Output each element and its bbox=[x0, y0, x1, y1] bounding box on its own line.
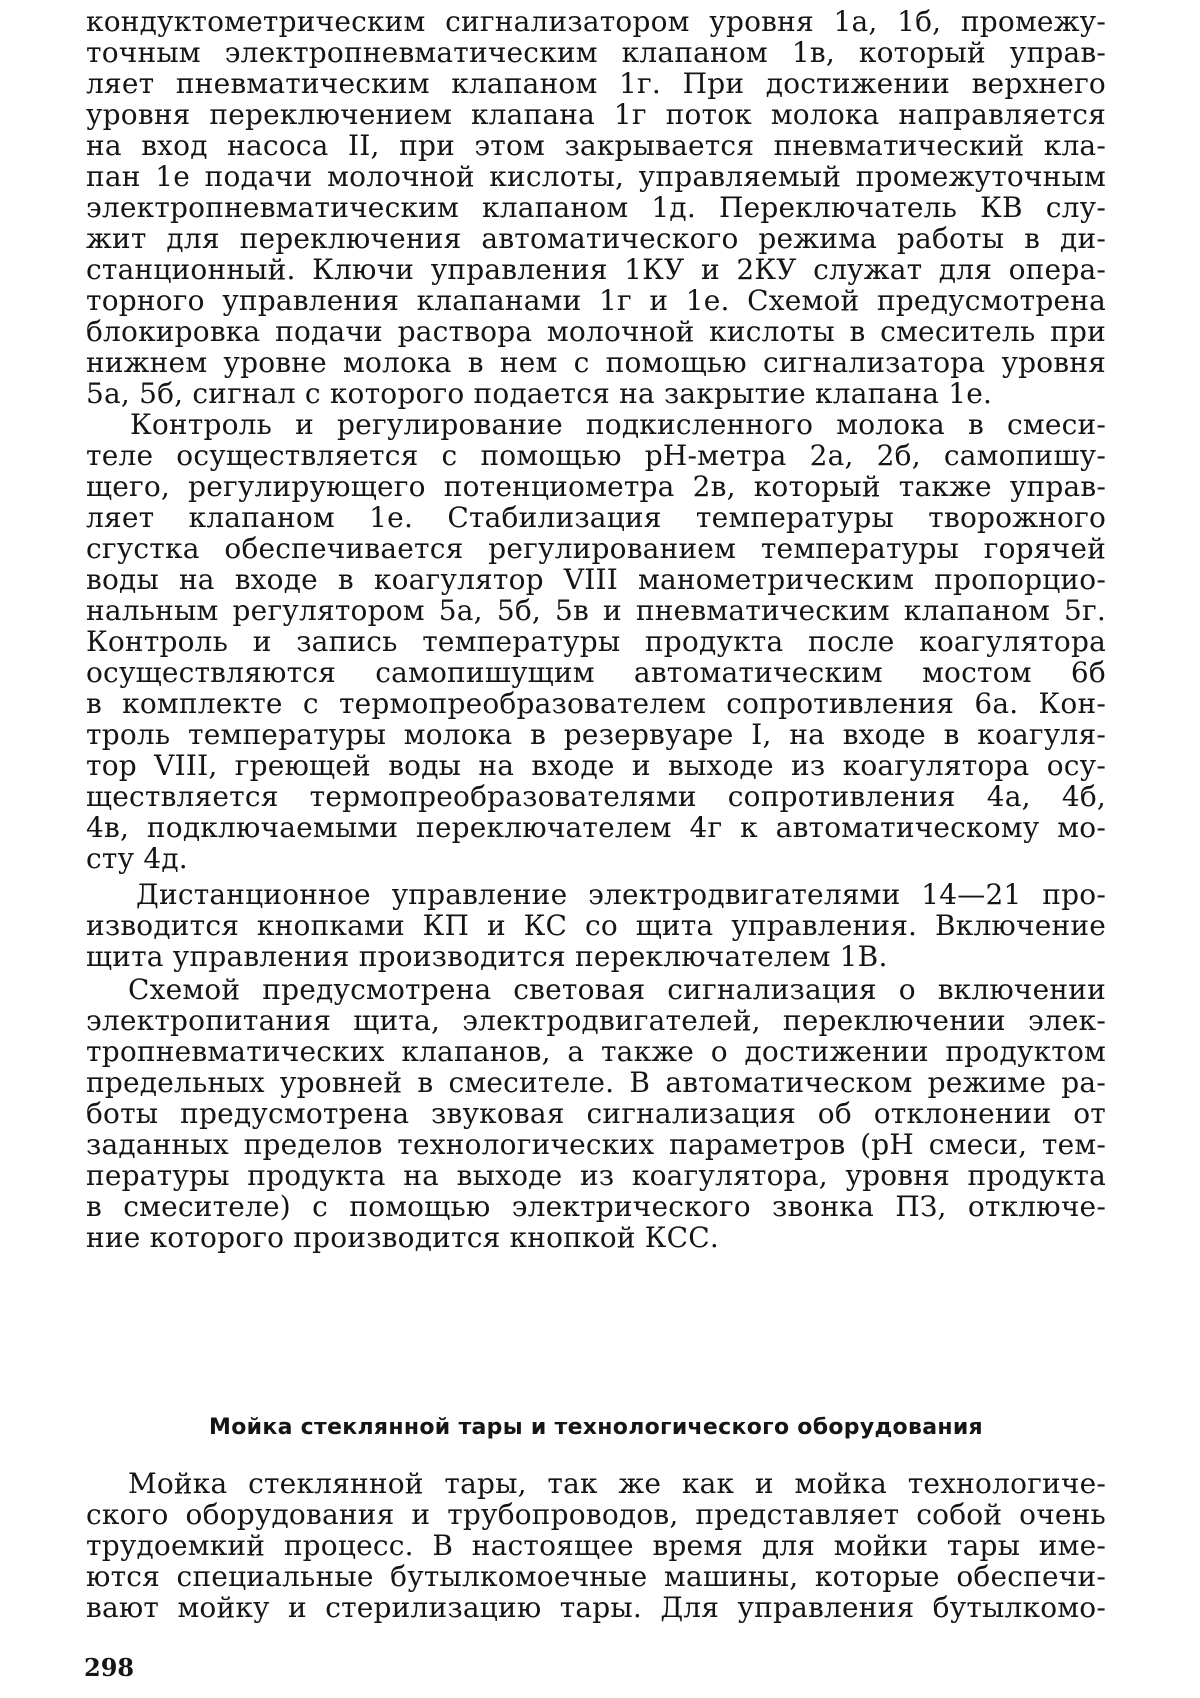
text-line: уровня переключением клапана 1г поток молока направляется bbox=[86, 99, 1106, 131]
page-number: 298 bbox=[84, 1654, 134, 1682]
text-line: Контроль и запись температуры продукта после коагулятора bbox=[86, 626, 1106, 658]
text-line: тор VIII, греющей воды на входе и выходе из коагулятора осу- bbox=[86, 750, 1106, 782]
text-line: вают мойку и стерилизацию тары. Для управления бутылкомо- bbox=[86, 1592, 1106, 1624]
section-heading: Мойка стеклянной тары и технологического оборудования bbox=[86, 1414, 1106, 1442]
text-line: жит для переключения автоматического режима работы в ди- bbox=[86, 223, 1106, 255]
text-line: точным электропневматическим клапаном 1в, который управ- bbox=[86, 37, 1106, 69]
text-line: электропневматическим клапаном 1д. Переключатель КВ слу- bbox=[86, 192, 1106, 224]
text-line: электропитания щита, электродвигателей, переключении элек- bbox=[86, 1005, 1106, 1037]
text-line: тропневматических клапанов, а также о достижении продуктом bbox=[86, 1036, 1106, 1068]
text-line: в смесителе) с помощью электрического звонка ПЗ, отключе- bbox=[86, 1191, 1106, 1223]
text-line: ние которого производится кнопкой КСС. bbox=[86, 1222, 1106, 1254]
text-line: пературы продукта на выходе из коагулятора, уровня продукта bbox=[86, 1160, 1106, 1192]
text-line: сгустка обеспечивается регулированием температуры горячей bbox=[86, 533, 1106, 565]
text-line: Мойка стеклянной тары, так же как и мойка технологиче- bbox=[128, 1468, 1106, 1500]
text-line: щита управления производится переключателем 1В. bbox=[86, 941, 1106, 973]
text-line: ляет клапаном 1е. Стабилизация температуры творожного bbox=[86, 502, 1106, 534]
text-line: трудоемкий процесс. В настоящее время для мойки тары име- bbox=[86, 1530, 1106, 1562]
text-line: сту 4д. bbox=[86, 843, 1106, 875]
text-line: ляет пневматическим клапаном 1г. При достижении верхнего bbox=[86, 68, 1106, 100]
text-line: осуществляются самопишущим автоматическим мостом 6б bbox=[86, 657, 1106, 689]
text-line: ются специальные бутылкомоечные машины, которые обеспечи- bbox=[86, 1561, 1106, 1593]
text-line: в комплекте с термопреобразователем сопротивления 6а. Кон- bbox=[86, 688, 1106, 720]
book-page bbox=[0, 0, 1200, 1698]
text-line: на вход насоса II, при этом закрывается пневматический кла- bbox=[86, 130, 1106, 162]
text-line: нижнем уровне молока в нем с помощью сигнализатора уровня bbox=[86, 347, 1106, 379]
text-line: ского оборудования и трубопроводов, представляет собой очень bbox=[86, 1499, 1106, 1531]
text-line: ществляется термопреобразователями сопротивления 4а, 4б, bbox=[86, 781, 1106, 813]
text-line: воды на входе в коагулятор VIII манометрическим пропорцио- bbox=[86, 564, 1106, 596]
text-line: Контроль и регулирование подкисленного молока в смеси- bbox=[130, 409, 1106, 441]
text-line: троль температуры молока в резервуаре I, на входе в коагуля- bbox=[86, 719, 1106, 751]
text-line: кондуктометрическим сигнализатором уровня 1а, 1б, промежу- bbox=[86, 6, 1106, 38]
text-line: нальным регулятором 5а, 5б, 5в и пневматическим клапаном 5г. bbox=[86, 595, 1106, 627]
text-line: станционный. Ключи управления 1КУ и 2КУ служат для опера- bbox=[86, 254, 1106, 286]
text-line: щего, регулирующего потенциометра 2в, который также управ- bbox=[86, 471, 1106, 503]
text-line: 4в, подключаемыми переключателем 4г к автоматическому мо- bbox=[86, 812, 1106, 844]
text-line: предельных уровней в смесителе. В автоматическом режиме ра- bbox=[86, 1067, 1106, 1099]
text-line: пан 1е подачи молочной кислоты, управляемый промежуточным bbox=[86, 161, 1106, 193]
text-line: теле осуществляется с помощью рН-метра 2а, 2б, самопишу- bbox=[86, 440, 1106, 472]
text-line: торного управления клапанами 1г и 1е. Схемой предусмотрена bbox=[86, 285, 1106, 317]
text-line: Схемой предусмотрена световая сигнализация о включении bbox=[128, 974, 1106, 1006]
text-line: 5а, 5б, сигнал с которого подается на закрытие клапана 1е. bbox=[86, 378, 1106, 410]
text-line: боты предусмотрена звуковая сигнализация об отклонении от bbox=[86, 1098, 1106, 1130]
text-line: Дистанционное управление электродвигателями 14—21 про- bbox=[136, 879, 1106, 911]
text-line: изводится кнопками КП и КС со щита управления. Включение bbox=[86, 910, 1106, 942]
text-line: блокировка подачи раствора молочной кислоты в смеситель при bbox=[86, 316, 1106, 348]
text-line: заданных пределов технологических параметров (рН смеси, тем- bbox=[86, 1129, 1106, 1161]
